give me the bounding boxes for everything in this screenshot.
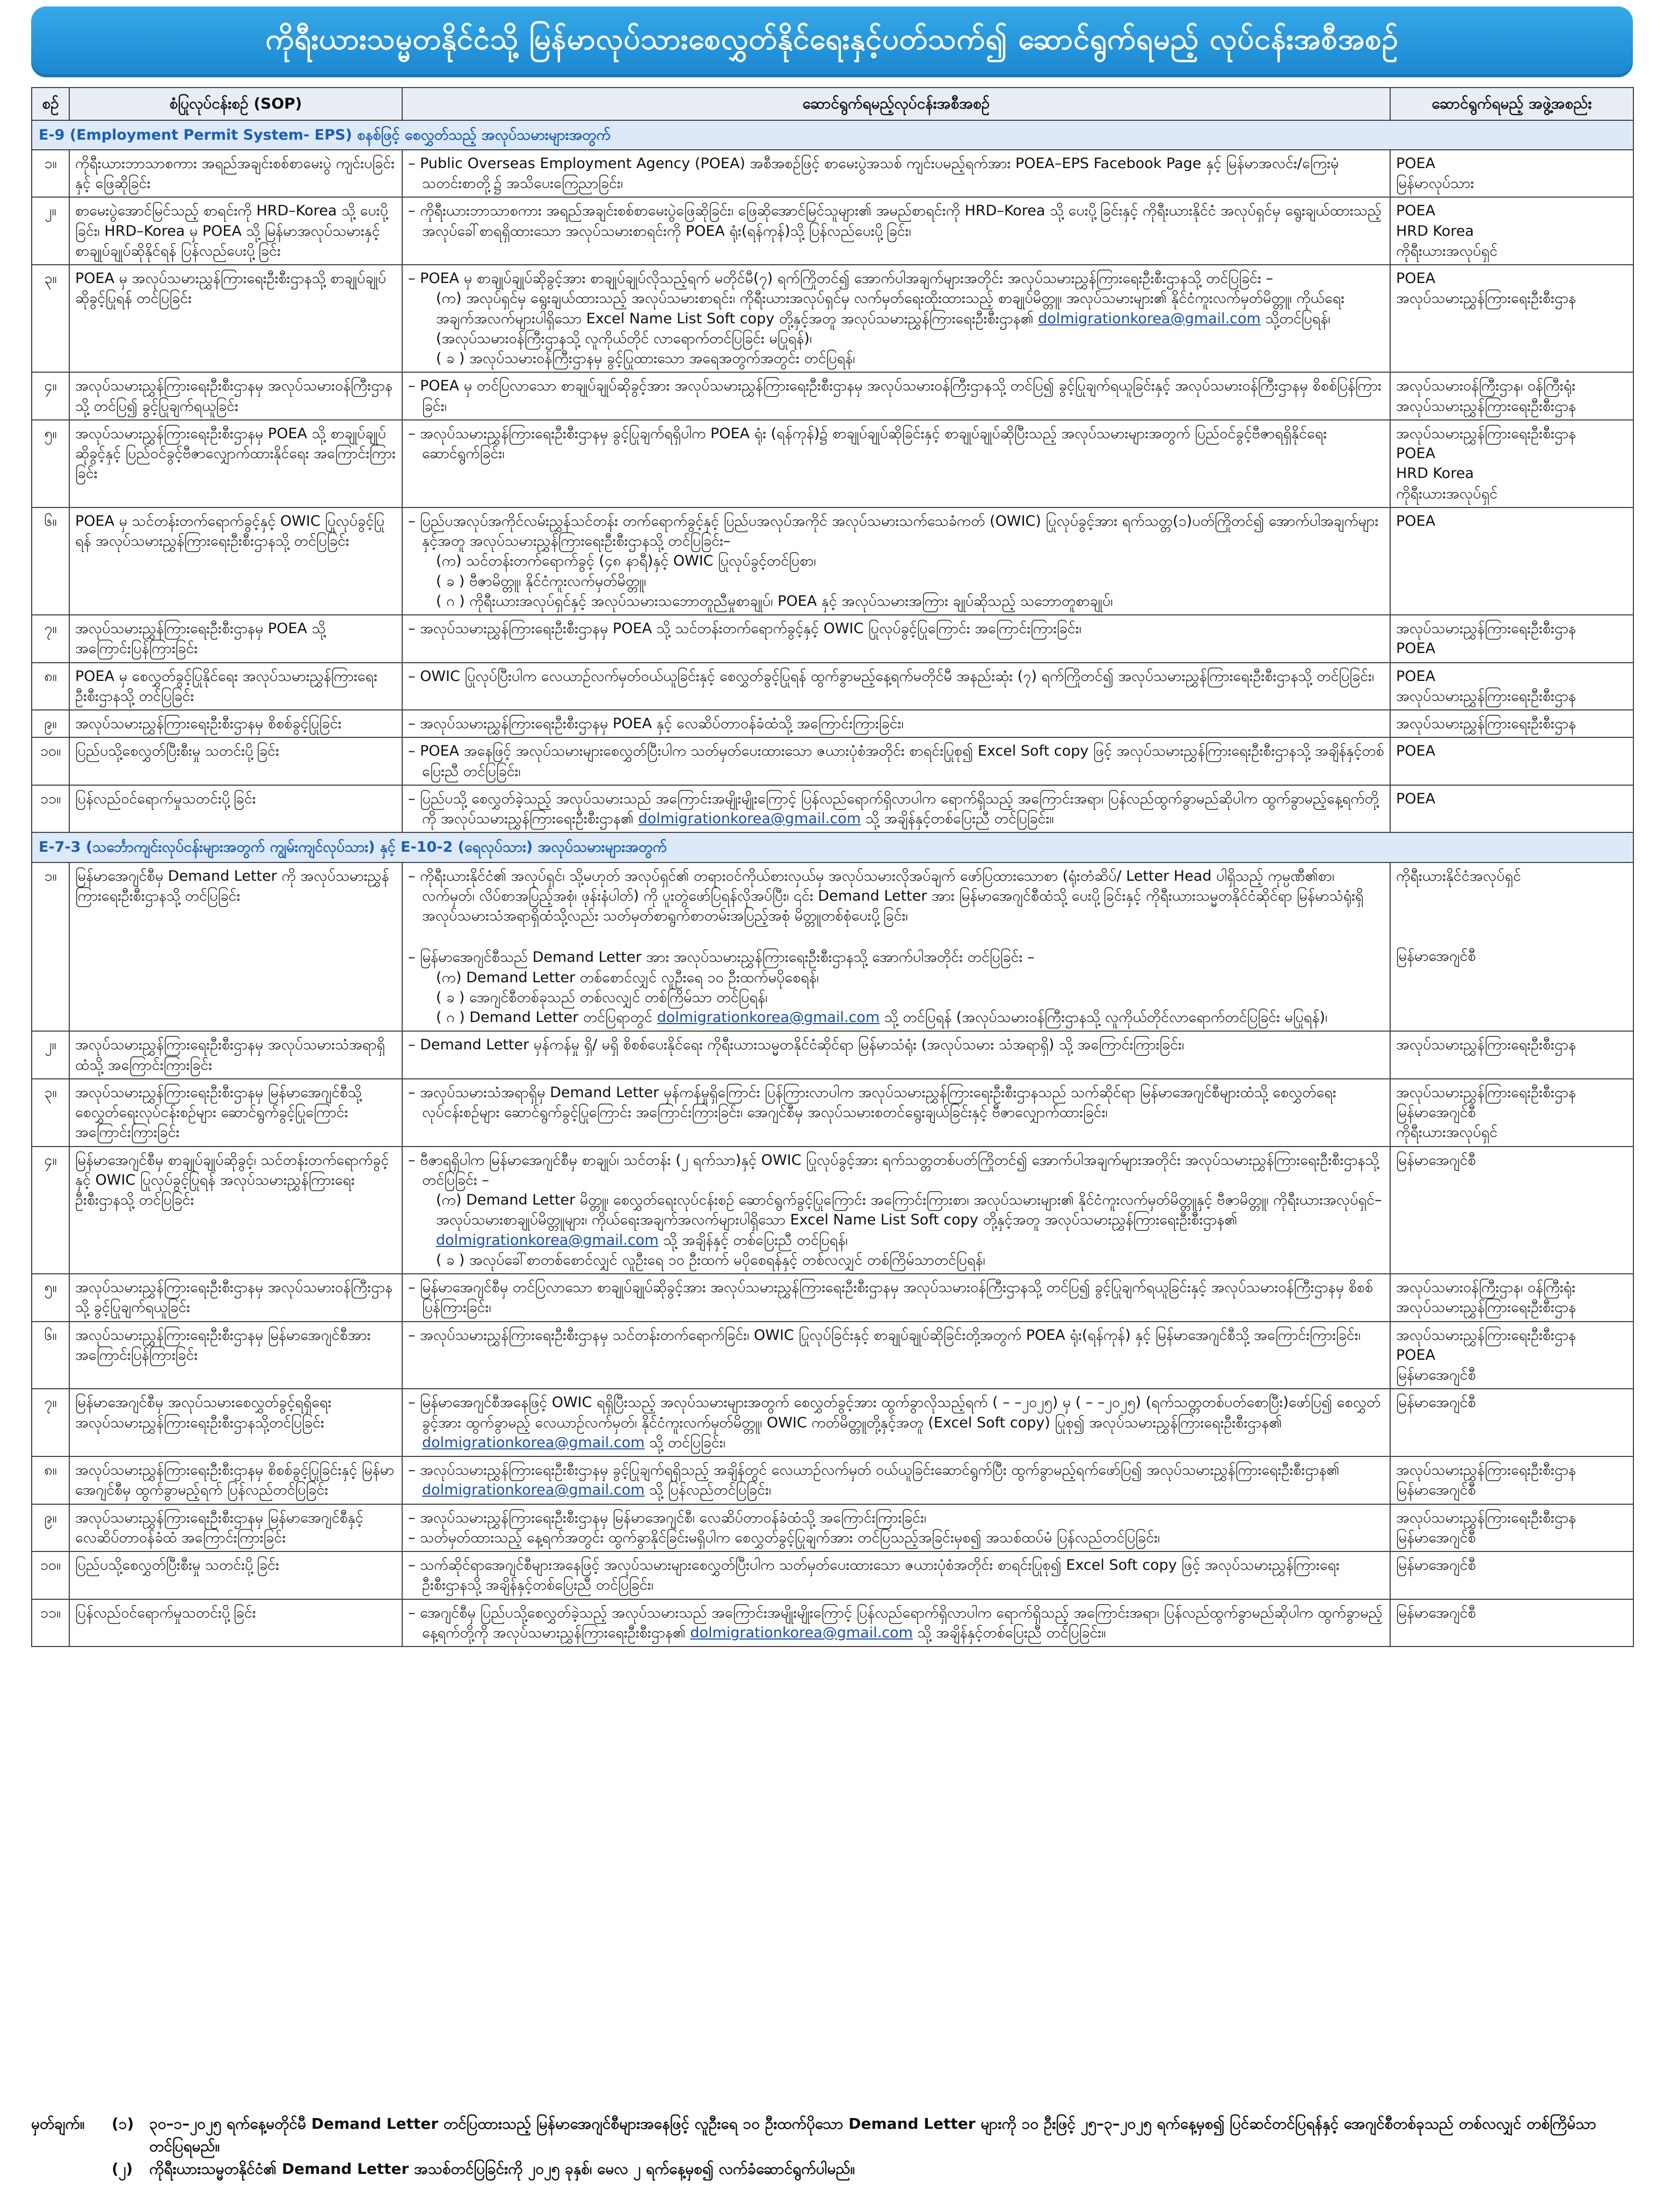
activity-line [408,269,1384,288]
sop-step: အလုပ်သမားညွှန်ကြားရေးဦးစီးဌာနမှ စိစစ်ခွင့်ပြုခြင်း [69,710,402,737]
org-name: အလုပ်သမားညွှန်ကြားရေးဦးစီးဌာန [1396,1036,1576,1054]
table-row [32,737,1633,785]
email-link[interactable]: dolmigrationkorea@gmail.com [1038,310,1261,327]
email-link[interactable]: dolmigrationkorea@gmail.com [657,1009,880,1026]
activity-cell [402,197,1390,265]
org-name: အလုပ်သမားညွှန်ကြားရေးဦးစီးဌာန [1396,290,1576,307]
email-link[interactable]: dolmigrationkorea@gmail.com [690,1624,913,1641]
notes-label: မှတ်ချက်။ [31,2115,85,2133]
activity-text: သို့ အချိန်နှင့် တစ်ပြေးညီ တင်ပြရန်၊ [658,1231,848,1249]
activity-line [408,1555,1384,1595]
table-row [32,420,1633,507]
sop-step: အလုပ်သမားညွှန်ကြားရေးဦးစီးဌာနမှ မြန်မာအေဂျင်စီနှင့် လေဆိပ်တာဝန်ခံထံ အကြောင်းကြားခြင်း [69,1504,402,1552]
activity-cell [402,1274,1390,1322]
header-sop: စံပြုလုပ်ငန်းစဉ် (SOP) [69,88,402,120]
org-name: မြန်မာအေဂျင်စီ [1396,1394,1476,1411]
org-name: ကိုရီးယားအလုပ်ရှင် [1396,1124,1498,1141]
activity-line [408,1083,1384,1123]
page-title: ကိုရီးယားသမ္မတနိုင်ငံသို့ မြန်မာလုပ်သားစေလွှတ်နိုင်ရေးနှင့်ပတ်သက်၍ ဆောင်ရွက်ရမည့် လုပ်ငန်းအစီအစဉ် [31,6,1633,77]
activity-text: ( ခ ) အေဂျင်စီတစ်ခုသည် တစ်လလျှင် တစ်ကြိမ်သာ တင်ပြရန်၊ [436,989,768,1006]
activity-line [408,591,1384,611]
sop-step: မြန်မာအေဂျင်စီမှ အလုပ်သမားစေလွှတ်ခွင့်ရရှိရေး အလုပ်သမားညွှန်ကြားရေးဦးစီးဌာနသို့တင်ပြခြင်း [69,1389,402,1456]
activity-cell [402,862,1390,1032]
sop-step: အလုပ်သမားညွှန်ကြားရေးဦးစီးဌာနမှ မြန်မာအေဂျင်စီသို့ စေလွှတ်ရေးလုပ်ငန်းစဉ်များ ဆောင်ရွက်ခွင့်ပြုကြောင်း အကြောင်းကြားခြင်း [69,1079,402,1147]
section-title: E-7-3 (သင်္ဘောကျင်းလုပ်ငန်းများအတွက် ကျွမ်းကျင်လုပ်သား) နှင့် E-10-2 (ရေလုပ်သား) အလုပ်သမားများအတွက် [32,832,1633,862]
activity-line [408,968,1384,988]
org-name: POEA [1396,270,1436,287]
activity-text: – ကိုရီးယားနိုင်ငံ၏ အလုပ်ရှင်၊ သို့မဟုတ် အလုပ်ရှင်၏ တရားဝင်ကိုယ်စားလှယ်မှ အလုပ်သမားလိုအပ်ချက် ဖော်ပြထားသောစာ (ရုံးတံဆိပ်/ Letter Head ပါရှိသည့် ကုမ္ပဏီ၏စာ၊ လက်မှတ်၊ လိပ်စာအပြည့်အစုံ၊ ဖုန်းနံပါတ်) ကို ပူးတွဲဖော်ပြရန်လိုအပ်ပြီး၊ ၎င်း Demand Letter အား မြန်မာအေဂျင်စီထံသို့ ပေးပို့ခြင်းနှင့် ကိုရီးယားသမ္မတနိုင်ငံဆိုင်ရာ မြန်မာသံရုံးရှိ အလုပ်သမားသံအရာရှိထံသို့လည်း သတ်မှတ်စာရွက်စာတမ်းအပြည့်အစုံ မိတ္တူတစ်စုံပေးပို့ခြင်း၊ [408,867,1364,925]
sop-step: အလုပ်သမားညွှန်ကြားရေးဦးစီးဌာနမှ မြန်မာအေဂျင်စီအား အကြောင်းပြန်ကြားခြင်း [69,1322,402,1389]
activity-text: – OWIC ပြုလုပ်ပြီးပါက လေယာဉ်လက်မှတ်ဝယ်ယူခြင်းနှင့် စေလွှတ်ခွင့်ပြုရန် ထွက်ခွာမည့်နေ့ရက်မတိုင်မီ အနည်းဆုံး (၇) ရက်ကြိုတင်၍ အလုပ်သမားညွှန်ကြားရေးဦးစီးဌာနသို့ တင်ပြခြင်း၊ [408,668,1375,685]
section-title: E-9 (Employment Permit System- EPS) စနစ်ဖြင့် စေလွှတ်သည့် အလုပ်သမားများအတွက် [32,120,1633,150]
org-name: အလုပ်သမားညွှန်ကြားရေးဦးစီးဌာန [1396,1299,1576,1316]
activity-line [408,288,1384,349]
org-name: မြန်မာအေဂျင်စီ [1396,1604,1476,1621]
org-name: အလုပ်သမားညွှန်ကြားရေးဦးစီးဌာန [1396,1462,1576,1479]
org-name: အလုပ်သမားညွှန်ကြားရေးဦးစီးဌာန [1396,1084,1576,1101]
activity-line [408,349,1384,368]
activity-text: – သတ်မှတ်ထားသည့် နေ့ရက်အတွင်း ထွက်ခွာနိုင်ခြင်းမရှိပါက စေလွှတ်ခွင့်ပြုချက်အား တင်ပြသည့်အခြင်းမှစ၍ အသစ်ထပ်မံ ပြန်လည်တင်ပြခြင်း၊ [408,1529,1160,1546]
row-number: ၁၁။ [32,1599,69,1647]
org-name: HRD Korea [1396,222,1474,240]
org-name: အလုပ်သမားညွှန်ကြားရေးဦးစီးဌာန [1396,425,1576,442]
activity-cell [402,1389,1390,1456]
table-row [32,1031,1633,1079]
org-cell [1390,710,1633,737]
activity-text: ( ခ ) အလုပ်သမားဝန်ကြီးဌာနမှ ခွင့်ပြုထားသော အရေအတွက်အတွင်း တင်ပြရန်၊ [436,350,855,367]
sop-step: ပြန်လည်ဝင်ရောက်မှုသတင်းပို့ခြင်း [69,1599,402,1647]
table-row [32,1274,1633,1322]
org-cell [1390,1031,1633,1079]
org-name: ကိုရီးယားနိုင်ငံအလုပ်ရှင် [1396,867,1521,884]
sop-step: အလုပ်သမားညွှန်ကြားရေးဦးစီးဌာနမှ အလုပ်သမားဝန်ကြီးဌာနသို့ ခွင့်ပြုချက်ရယူခြင်း [69,1274,402,1322]
org-cell [1390,507,1633,615]
sop-step: မြန်မာအေဂျင်စီမှ Demand Letter ကို အလုပ်သမားညွှန်ကြားရေးဦးစီးဌာနသို့ တင်ပြခြင်း [69,862,402,1032]
org-name: POEA [1396,202,1436,220]
note-row [31,2158,1633,2180]
table-header-row [32,88,1633,120]
activity-text: – POEA အနေဖြင့် အလုပ်သမားများစေလွှတ်ပြီးပါက သတ်မှတ်ပေးထားသော ဇယားပုံစံအတိုင်း စာရင်းပြုစု၍ Excel Soft copy ဖြင့် အလုပ်သမားညွှန်ကြားရေးဦးစီးဌာနသို့ အချိန်နှင့်တစ်ပြေးညီ တင်ပြခြင်း၊ [408,743,1384,780]
sop-step: POEA မှ သင်တန်းတက်ရောက်ခွင့်နှင့် OWIC ပြုလုပ်ခွင့်ပြုရန် အလုပ်သမားညွှန်ကြားရေးဦးစီးဌာနသို့ တင်ပြခြင်း [69,507,402,615]
sop-step: စာမေးပွဲအောင်မြင်သည့် စာရင်းကို HRD–Korea သို့ ပေးပို့ခြင်း၊ HRD–Korea မှ POEA သို့ မြန်မာအလုပ်သမားနှင့် စာချုပ်ချုပ်ဆိုနိုင်ရန် ပြန်လည်ပေးပို့ခြင်း [69,197,402,265]
row-number: ၈။ [32,663,69,710]
org-cell [1390,737,1633,785]
activity-cell [402,265,1390,372]
activity-cell [402,710,1390,737]
org-name: POEA [1396,155,1436,172]
activity-text: – သက်ဆိုင်ရာအေဂျင်စီများအနေဖြင့် အလုပ်သမားများစေလွှတ်ပြီးပါက သတ်မှတ်ပေးထားသော ဇယားပုံစံအတိုင်း စာရင်းပြုစု၍ Excel Soft copy ဖြင့် အလုပ်သမားညွှန်ကြားရေးဦးစီးဌာနသို့ အချိန်နှင့်တစ်ပြေးညီ တင်ပြခြင်း၊ [408,1557,1340,1594]
activity-cell [402,1504,1390,1552]
activity-line [408,201,1384,241]
row-number: ၄။ [32,1147,69,1274]
table-row [32,1079,1633,1147]
table-row [32,615,1633,663]
row-number: ၁၀။ [32,737,69,785]
activity-text: – POEA မှ တင်ပြလာသော စာချုပ်ချုပ်ဆိုခွင့်အား အလုပ်သမားညွှန်ကြားရေးဦးစီးဌာနမှ အလုပ်သမားဝန်ကြီးဌာနသို့ တင်ပြ၍ ခွင့်ပြုချက်ရယူခြင်းနှင့် အလုပ်သမားဝန်ကြီးဌာနမှ စိစစ်ပြန်ကြားခြင်း၊ [408,378,1382,415]
activity-cell [402,1551,1390,1599]
activity-text: – အလုပ်သမားညွှန်ကြားရေးဦးစီးဌာနမှ POEA နှင့် လေဆိပ်တာဝန်ခံထံသို့ အကြောင်းကြားခြင်း၊ [408,715,904,733]
row-number: ၁၀။ [32,1551,69,1599]
table-row [32,1456,1633,1504]
activity-text: – ကိုရီးယားဘာသာစကား အရည်အချင်းစစ်စာမေးပွဲဖြေဆိုခြင်း၊ ဖြေဆိုအောင်မြင်သူများ၏ အမည်စာရင်းကို HRD–Korea သို့ ပေးပို့ခြင်းနှင့် ကိုရီးယားနိုင်ငံ အလုပ်ရှင်မှ ရွေးချယ်ထားသည့် အလုပ်ခေါ်စာရရှိထားသော အလုပ်သမားစာရင်းကို POEA ရုံး(ရန်ကုန်)သို့ ပြန်လည်ပေးပို့ခြင်း၊ [408,202,1382,240]
org-cell [1390,785,1633,833]
org-name: မြန်မာအေဂျင်စီ [1396,947,1476,964]
activity-text: – အေဂျင်စီမှ ပြည်ပသို့စေလွှတ်ခဲ့သည့် အလုပ်သမားသည် အကြောင်းအမျိုးမျိုးကြောင့် ပြန်လည်ရောက်ရှိလာပါက ရောက်ရှိသည့် အကြောင်းအရာ၊ ပြန်လည်ထွက်ခွာမည်ဆိုပါက ထွက်ခွာမည့်နေ့ရက်တို့ကို အလုပ်သမားညွှန်ကြားရေးဦးစီးဌာန၏ [408,1604,1383,1641]
org-cell [1390,372,1633,420]
org-name: မြန်မာအေဂျင်စီ [1396,1104,1476,1121]
sop-step: ကိုရီးယားဘာသာစကား အရည်အချင်းစစ်စာမေးပွဲ ကျင်းပခြင်းနှင့် ဖြေဆိုခြင်း [69,150,402,198]
row-number: ၁၁။ [32,785,69,833]
table-row [32,507,1633,615]
org-name: အလုပ်သမားဝန်ကြီးဌာန၊ ဝန်ကြီးရုံး [1396,378,1576,395]
org-cell [1390,1274,1633,1322]
note-row [31,2113,1633,2158]
sop-step: မြန်မာအေဂျင်စီမှ စာချုပ်ချုပ်ဆိုခွင့်၊ သင်တန်းတက်ရောက်ခွင့်နှင့် OWIC ပြုလုပ်ခွင့်ပြုရန် အလုပ်သမားညွှန်ကြားရေးဦးစီးဌာနသို့ တင်ပြခြင်း [69,1147,402,1274]
activity-line [408,1278,1384,1318]
activity-text: – အလုပ်သမားညွှန်ကြားရေးဦးစီးဌာနမှ သင်တန်းတက်ရောက်ခြင်း၊ OWIC ပြုလုပ်ခြင်းနှင့် စာချုပ်ချုပ်ဆိုခြင်းတို့အတွက် POEA ရုံး(ရန်ကုန်) နှင့် မြန်မာအေဂျင်စီသို့ အကြောင်းကြားခြင်း၊ [408,1326,1361,1344]
row-number: ၃။ [32,1079,69,1147]
row-number: ၂။ [32,197,69,265]
activity-line [408,619,1384,639]
activity-line [408,789,1384,829]
sop-step: အလုပ်သမားညွှန်ကြားရေးဦးစီးဌာနမှ အလုပ်သမားသံအရာရှိထံသို့ အကြောင်းကြားခြင်း [69,1031,402,1079]
org-name: အလုပ်သမားညွှန်ကြားရေးဦးစီးဌာန [1396,1326,1576,1344]
org-name: မြန်မာအေဂျင်စီ [1396,1151,1476,1169]
email-link[interactable]: dolmigrationkorea@gmail.com [638,810,861,828]
activity-cell [402,1079,1390,1147]
notes-block [31,2113,1633,2180]
activity-text: – အလုပ်သမားညွှန်ကြားရေးဦးစီးဌာနမှ POEA သို့ သင်တန်းတက်ရောက်ခွင့်နှင့် OWIC ပြုလုပ်ခွင့်ပြုကြောင်း အကြောင်းကြားခြင်း၊ [408,620,1081,637]
activity-line [408,1460,1384,1500]
table-row [32,1322,1633,1389]
activity-line [408,1603,1384,1643]
activity-cell [402,615,1390,663]
activity-text: – ပြည်ပသို့ စေလွှတ်ခဲ့သည့် အလုပ်သမားသည် အကြောင်းအမျိုးမျိုးကြောင့် ပြန်လည်ရောက်ရှိလာပါက ရောက်ရှိသည့် အကြောင်းအရာ၊ ပြန်လည်ထွက်ခွာမည်ဆိုပါက ထွက်ခွာမည့်နေ့ရက်တို့ကို အလုပ်သမားညွှန်ကြားရေးဦးစီးဌာန၏ [408,790,1379,828]
org-cell [1390,265,1633,372]
table-row [32,197,1633,265]
org-name: မြန်မာအေဂျင်စီ [1396,1367,1476,1384]
activity-cell [402,785,1390,833]
row-number: ၂။ [32,1031,69,1079]
activity-text: သို့တင်ပြရန်၊ (အလုပ်သမားဝန်ကြီးဌာနသို့ လူကိုယ်တိုင် လာရောက်တင်ပြခြင်း မပြုရန်)၊ [436,310,1331,347]
sop-step: အလုပ်သမားညွှန်ကြားရေးဦးစီးဌာနမှ POEA သို့ အကြောင်းပြန်ကြားခြင်း [69,615,402,663]
org-name: POEA [1396,512,1436,530]
activity-text: – Public Overseas Employment Agency (POEA) အစီအစဉ်ဖြင့် စာမေးပွဲအသစ် ကျင်းပမည့်ရက်အား POEA–EPS Facebook Page နှင့် မြန်မာအလင်း/ကြေးမုံသတင်းစာတို့၌ အသိပေးကြေညာခြင်း၊ [408,155,1339,192]
activity-line [408,988,1384,1007]
header-activity: ဆောင်ရွက်ရမည့်လုပ်ငန်းအစီအစဉ် [402,88,1390,120]
section-header-row [32,120,1633,150]
table-row [32,710,1633,737]
row-number: ၉။ [32,1504,69,1552]
table-row [32,265,1633,372]
row-number: ၁။ [32,150,69,198]
org-name: HRD Korea [1396,465,1474,482]
org-name: အလုပ်သမားညွှန်ကြားရေးဦးစီးဌာန [1396,687,1576,705]
activity-line [408,1250,1384,1270]
activity-text: သို့ တင်ပြခြင်း၊ [644,1434,725,1451]
activity-text: – ပြည်ပအလုပ်အကိုင်လမ်းညွှန်သင်တန်း တက်ရောက်ခွင့်နှင့် ပြည်ပအလုပ်အကိုင် အလုပ်သမားသက်သေခံကတ် (OWIC) ပြုလုပ်ခွင့်အား ရက်သတ္တ(၁)ပတ်ကြိုတင်၍ အောက်ပါအချက်များနှင့်အတူ အလုပ်သမားညွှန်ကြားရေးဦးစီးဌာနသို့ တင်ပြခြင်း– [408,512,1379,550]
row-number: ၇။ [32,615,69,663]
activity-line [408,1325,1384,1345]
sop-step: အလုပ်သမားညွှန်ကြားရေးဦးစီးဌာနမှ စိစစ်ခွင့်ပြုခြင်းနှင့် မြန်မာအေဂျင်စီမှ ထွက်ခွာမည့်ရက် ပြန်လည်တင်ပြခြင်း [69,1456,402,1504]
activity-text: သို့ အချိန်နှင့်တစ်ပြေးညီ တင်ပြခြင်း။ [912,1624,1106,1641]
activity-text: – POEA မှ စာချုပ်ချုပ်ဆိုခွင့်အား စာချုပ်ချုပ်လိုသည့်ရက် မတိုင်မီ(၇) ရက်ကြိုတင်၍ အောက်ပါအချက်များအတိုင်း အလုပ်သမားညွှန်ကြားရေးဦးစီးဌာနသို့ တင်ပြခြင်း – [408,270,1273,287]
activity-line [408,511,1384,552]
activity-text: – အလုပ်သမားညွှန်ကြားရေးဦးစီးဌာနမှ မြန်မာအေဂျင်စီ၊ လေဆိပ်တာဝန်ခံထံသို့ အကြောင်းကြားခြင်း၊ [408,1509,927,1526]
header-org: ဆောင်ရွက်ရမည့် အဖွဲ့အစည်း [1390,88,1633,120]
activity-text: – မြန်မာအေဂျင်စီမှ တင်ပြလာသော စာချုပ်ချုပ်ဆိုခွင့်အား အလုပ်သမားညွှန်ကြားရေးဦးစီးဌာနမှ အလုပ်သမားဝန်ကြီးဌာနသို့ တင်ပြ၍ ခွင့်ပြုချက်ရယူခြင်းနှင့် အလုပ်သမားဝန်ကြီးဌာနမှ စိစစ်ပြန်ကြားခြင်း၊ [408,1279,1374,1316]
table-row [32,1147,1633,1274]
activity-text: – Demand Letter မှန်ကန်မှု ရှိ/ မရှိ စိစစ်ပေးနိုင်ရေး ကိုရီးယားသမ္မတနိုင်ငံဆိုင်ရာ မြန်မာသံရုံး (အလုပ်သမား သံအရာရှိ) သို့ အကြောင်းကြားခြင်း၊ [408,1036,1185,1054]
activity-line [408,1508,1384,1528]
activity-line [408,1150,1384,1191]
row-number: ၆။ [32,1322,69,1389]
activity-text: – အလုပ်သမားညွှန်ကြားရေးဦးစီးဌာနမှ ခွင့်ပြုချက်ရရှိပါက POEA ရုံး (ရန်ကုန်)၌ စာချုပ်ချုပ်ဆိုခြင်းနှင့် စာချုပ်ချုပ်ဆိုပြီးသည့် အလုပ်သမားများအတွက် ပြည်ဝင်ခွင့်ဗီဇာရရှိနိုင်ရေး ဆောင်ရွက်ခြင်း၊ [408,425,1327,462]
email-link[interactable]: dolmigrationkorea@gmail.com [436,1231,659,1249]
org-cell [1390,1551,1633,1599]
activity-text: (က) အလုပ်ရှင်မှ ရွေးချယ်ထားသည့် အလုပ်သမားစာရင်း၊ ကိုရီးယားအလုပ်ရှင်မှ လက်မှတ်ရေးထိုးထားသည့် စာချုပ်မိတ္တူ၊ အလုပ်သမားများ၏ နိုင်ငံကူးလက်မှတ်မိတ္တူ၊ ကိုယ်ရေးအချက်အလက်များပါရှိသော Excel Name List Soft copy တို့နှင့်အတူ အလုပ်သမားညွှန်ကြားရေးဦးစီးဌာန၏ [436,290,1345,327]
org-cell [1390,420,1633,507]
activity-line [408,714,1384,734]
activity-line [408,424,1384,464]
row-number: ၁။ [32,862,69,1032]
sop-step: ပြည်ပသို့စေလွှတ်ပြီးစီးမှု သတင်းပို့ခြင်း [69,737,402,785]
org-name: POEA [1396,668,1436,685]
activity-line [408,866,1384,926]
org-name: မြန်မာအေဂျင်စီ [1396,1482,1476,1499]
activity-text: – အလုပ်သမားညွှန်ကြားရေးဦးစီးဌာနမှ ခွင့်ပြုချက်ရရှိသည့် အချိန်တွင် လေယာဉ်လက်မှတ် ဝယ်ယူခြင်းဆောင်ရွက်ပြီး ထွက်ခွာမည့်ရက်ဖော်ပြ၍ အလုပ်သမားညွှန်ကြားရေးဦးစီးဌာန၏ [408,1462,1340,1479]
activity-text: – ဗီဇာရရှိပါက မြန်မာအေဂျင်စီမှ စာချုပ်၊ သင်တန်း (၂ ရက်သာ)နှင့် OWIC ပြုလုပ်ခွင့်အား ရက်သတ္တတစ်ပတ်ကြိုတင်၍ အောက်ပါအချက်များအတိုင်း အလုပ်သမားညွှန်ကြားရေးဦးစီးဌာနသို့ တင်ပြခြင်း – [408,1151,1379,1188]
activity-line [408,571,1384,591]
org-name: မြန်မာအေဂျင်စီ [1396,1557,1476,1574]
activity-line [408,1528,1384,1548]
activity-text: (က) Demand Letter တစ်စောင်လျှင် လူဦးရေ ၁၀ ဦးထက်မပိုစေရန်၊ [436,969,819,986]
activity-line [408,551,1384,571]
sop-step: ပြန်လည်ဝင်ရောက်မှုသတင်းပို့ခြင်း [69,785,402,833]
note-text: ၃၀–၁–၂၀၂၅ ရက်နေ့မတိုင်မီ Demand Letter တင်ပြထားသည့် မြန်မာအေဂျင်စီများအနေဖြင့် လူဦးရေ ၁၀ ဦးထက်ပိုသော Demand Letter များကို ၁၀ ဦးဖြင့် ၂၅–၃–၂၀၂၅ ရက်နေ့မှစ၍ ပြင်ဆင်တင်ပြရန်နှင့် အေဂျင်စီတစ်ခုသည် တစ်လလျှင် တစ်ကြိမ်သာ တင်ပြရမည်။ [149,2115,1596,2155]
table-row [32,372,1633,420]
activity-line [408,1393,1384,1453]
org-name: ကိုရီးယားအလုပ်ရှင် [1396,242,1498,259]
activity-text: – အလုပ်သမားသံအရာရှိမှ Demand Letter မှန်ကန်မှုရှိကြောင်း ပြန်ကြားလာပါက အလုပ်သမားညွှန်ကြားရေးဦးစီးဌာနသည် သက်ဆိုင်ရာ မြန်မာအေဂျင်စီများထံသို့ စေလွှတ်ရေးလုပ်ငန်းစဉ်များ ဆောင်ရွက်ခွင့်ပြုကြောင်း အကြောင်းကြားခြင်း၊ အေဂျင်စီမှ အလုပ်သမားစတင်ရွေးချယ်ခြင်းနှင့် ဗီဇာလျှောက်ထားခြင်း၊ [408,1084,1336,1121]
table-row [32,1389,1633,1456]
activity-cell [402,737,1390,785]
org-name: အလုပ်သမားညွှန်ကြားရေးဦးစီးဌာန [1396,1509,1576,1526]
org-name: POEA [1396,640,1436,657]
activity-text: သို့ တင်ပြရန် (အလုပ်သမားဝန်ကြီးဌာနသို့ လူကိုယ်တိုင်လာရောက်တင်ပြခြင်း မပြုရန်)၊ [880,1009,1328,1026]
org-name [1396,886,1627,906]
activity-text: (က) သင်တန်းတက်ရောက်ခွင့် (၄၈ နာရီ)နှင့် OWIC ပြုလုပ်ခွင့်တင်ပြစာ၊ [436,553,816,570]
org-cell [1390,1322,1633,1389]
note-number: (၂) [112,2160,133,2178]
org-name: အလုပ်သမားညွှန်ကြားရေးဦးစီးဌာန [1396,715,1576,733]
sop-step: POEA မှ စေလွှတ်ခွင့်ပြုနိုင်ရေး အလုပ်သမားညွှန်ကြားရေးဦးစီးဌာနသို့ တင်ပြခြင်း [69,663,402,710]
activity-cell [402,507,1390,615]
table-row [32,785,1633,833]
activity-cell [402,420,1390,507]
activity-text: သို့ ပြန်လည်တင်ပြခြင်း၊ [644,1482,772,1499]
org-cell [1390,862,1633,1032]
row-number: ၅။ [32,1274,69,1322]
org-name: အလုပ်သမားညွှန်ကြားရေးဦးစီးဌာန [1396,397,1576,415]
org-name [1396,926,1627,946]
activity-text: – မြန်မာအေဂျင်စီသည် Demand Letter အား အလုပ်သမားညွှန်ကြားရေးဦးစီးဌာနသို့ အောက်ပါအတိုင်း တင်ပြခြင်း – [408,949,1035,966]
sop-step: အလုပ်သမားညွှန်ကြားရေးဦးစီးဌာနမှ အလုပ်သမားဝန်ကြီးဌာနသို့ တင်ပြ၍ ခွင့်ပြုချက်ရယူခြင်း [69,372,402,420]
row-number: ၃။ [32,265,69,372]
table-row [32,663,1633,710]
table-body [32,120,1633,1647]
activity-cell [402,1322,1390,1389]
org-name: POEA [1396,1346,1436,1364]
org-cell [1390,197,1633,265]
table-row [32,1599,1633,1647]
activity-text: ( ဂ ) ကိုရီးယားအလုပ်ရှင်နှင့် အလုပ်သမားသဘောတူညီမှုစာချုပ်၊ POEA နှင့် အလုပ်သမားအကြား ချုပ်ဆိုသည့် သဘောတူစာချုပ်၊ [436,592,1113,610]
org-name: အလုပ်သမားဝန်ကြီးဌာန၊ ဝန်ကြီးရုံး [1396,1279,1576,1296]
activity-text: သို့ အချိန်နှင့်တစ်ပြေးညီ တင်ပြခြင်း။ [861,810,1054,828]
activity-text: – မြန်မာအေဂျင်စီအနေဖြင့် OWIC ရရှိပြီးသည့် အလုပ်သမားများအတွက် စေလွှတ်ခွင့်အား ထွက်ခွာလိုသည့်ရက် ( – –၂၀၂၅) မှ ( – –၂၀၂၅) (ရက်သတ္တတစ်ပတ်စောပြီး)ဖော်ပြ၍ စေလွှတ်ခွင့်အား ထွက်ခွာမည့် လေယာဉ်လက်မှတ်၊ နိုင်ငံကူးလက်မှတ်မိတ္တူ၊ OWIC ကတ်မိတ္တူတို့နှင့်အတူ (Excel Soft copy) ပြုစု၍ အလုပ်သမားညွှန်ကြားရေးဦးစီးဌာန၏ [408,1394,1381,1431]
activity-cell [402,372,1390,420]
table-row [32,862,1633,1032]
activity-text: ( ခ ) ဗီဇာမိတ္တူ၊ နိုင်ငံကူးလက်မှတ်မိတ္တူ၊ [436,572,646,590]
activity-cell [402,150,1390,198]
activity-text: ( ဂ ) Demand Letter တင်ပြရာတွင် [436,1009,657,1026]
org-name: အလုပ်သမားညွှန်ကြားရေးဦးစီးဌာန [1396,620,1576,637]
org-cell [1390,1389,1633,1456]
table-row [32,1551,1633,1599]
org-name: POEA [1396,445,1436,462]
org-cell [1390,1147,1633,1274]
org-name: မြန်မာလုပ်သား [1396,175,1474,192]
org-name: POEA [1396,790,1436,807]
activity-text: (က) Demand Letter မိတ္တူ၊ စေလွှတ်ရေးလုပ်ငန်းစဉ် ဆောင်ရွက်ခွင့်ပြုကြောင်း အကြောင်းကြားစာ၊ အလုပ်သမားများ၏ နိုင်ငံကူးလက်မှတ်မိတ္တူနှင့် ဗီဇာမိတ္တူ၊ ကိုရီးယားအလုပ်ရှင်–အလုပ်သမားစာချုပ်မိတ္တူများ၊ ကိုယ်ရေးအချက်အလက်များပါရှိသော Excel Name List Soft copy တို့နှင့်အတူ အလုပ်သမားညွှန်ကြားရေးဦးစီးဌာန၏ [436,1192,1382,1229]
org-cell [1390,615,1633,663]
row-number: ၉။ [32,710,69,737]
org-cell [1390,1456,1633,1504]
table-row [32,150,1633,198]
header-no: စဉ် [32,88,69,120]
table-row [32,1504,1633,1552]
org-cell [1390,663,1633,710]
activity-line [408,666,1384,686]
sop-step: POEA မှ အလုပ်သမားညွှန်ကြားရေးဦးစီးဌာနသို့ စာချုပ်ချုပ်ဆိုခွင့်ပြုရန် တင်ပြခြင်း [69,265,402,372]
row-number: ၄။ [32,372,69,420]
email-link[interactable]: dolmigrationkorea@gmail.com [422,1482,645,1499]
activity-cell [402,1456,1390,1504]
org-name: မြန်မာအေဂျင်စီ [1396,1529,1476,1546]
activity-cell [402,1599,1390,1647]
org-cell [1390,1599,1633,1647]
activity-line [408,1035,1384,1055]
activity-line [408,1007,1384,1027]
row-number: ၈။ [32,1456,69,1504]
org-name: ကိုရီးယားအလုပ်ရှင် [1396,485,1498,502]
note-text: ကိုရီးယားသမ္မတနိုင်ငံ၏ Demand Letter အသစ်တင်ပြခြင်းကို ၂၀၂၅ ခုနှစ်၊ မေလ ၂ ရက်နေ့မှစ၍ လက်ခံဆောင်ရွက်ပါမည်။ [149,2160,855,2178]
activity-line [408,947,1384,967]
org-cell [1390,1079,1633,1147]
sop-step: အလုပ်သမားညွှန်ကြားရေးဦးစီးဌာနမှ POEA သို့ စာချုပ်ချုပ်ဆိုခွင့်နှင့် ပြည်ဝင်ခွင့်ဗီဇာလျှောက်ထားနိုင်ရေး အကြောင်းကြားခြင်း [69,420,402,507]
activity-cell [402,663,1390,710]
row-number: ၇။ [32,1389,69,1456]
org-name: POEA [1396,743,1436,760]
activity-line [408,741,1384,781]
activity-cell [402,1031,1390,1079]
note-number: (၁) [112,2115,134,2133]
activity-line [408,154,1384,194]
org-cell [1390,1504,1633,1552]
sop-step: ပြည်ပသို့စေလွှတ်ပြီးစီးမှု သတင်းပို့ခြင်း [69,1551,402,1599]
org-name [1396,906,1627,926]
activity-line [408,1190,1384,1250]
section-header-row [32,832,1633,862]
org-cell [1390,150,1633,198]
sop-table [31,87,1634,1647]
activity-cell [402,1147,1390,1274]
email-link[interactable]: dolmigrationkorea@gmail.com [422,1434,645,1451]
activity-line [408,376,1384,416]
row-number: ၆။ [32,507,69,615]
activity-text: ( ခ ) အလုပ်ခေါ်စာတစ်စောင်လျှင် လူဦးရေ ၁၀ ဦးထက် မပိုစေရန်နှင့် တစ်လလျှင် တစ်ကြိမ်သာတင်ပြရန်၊ [436,1251,985,1268]
row-number: ၅။ [32,420,69,507]
